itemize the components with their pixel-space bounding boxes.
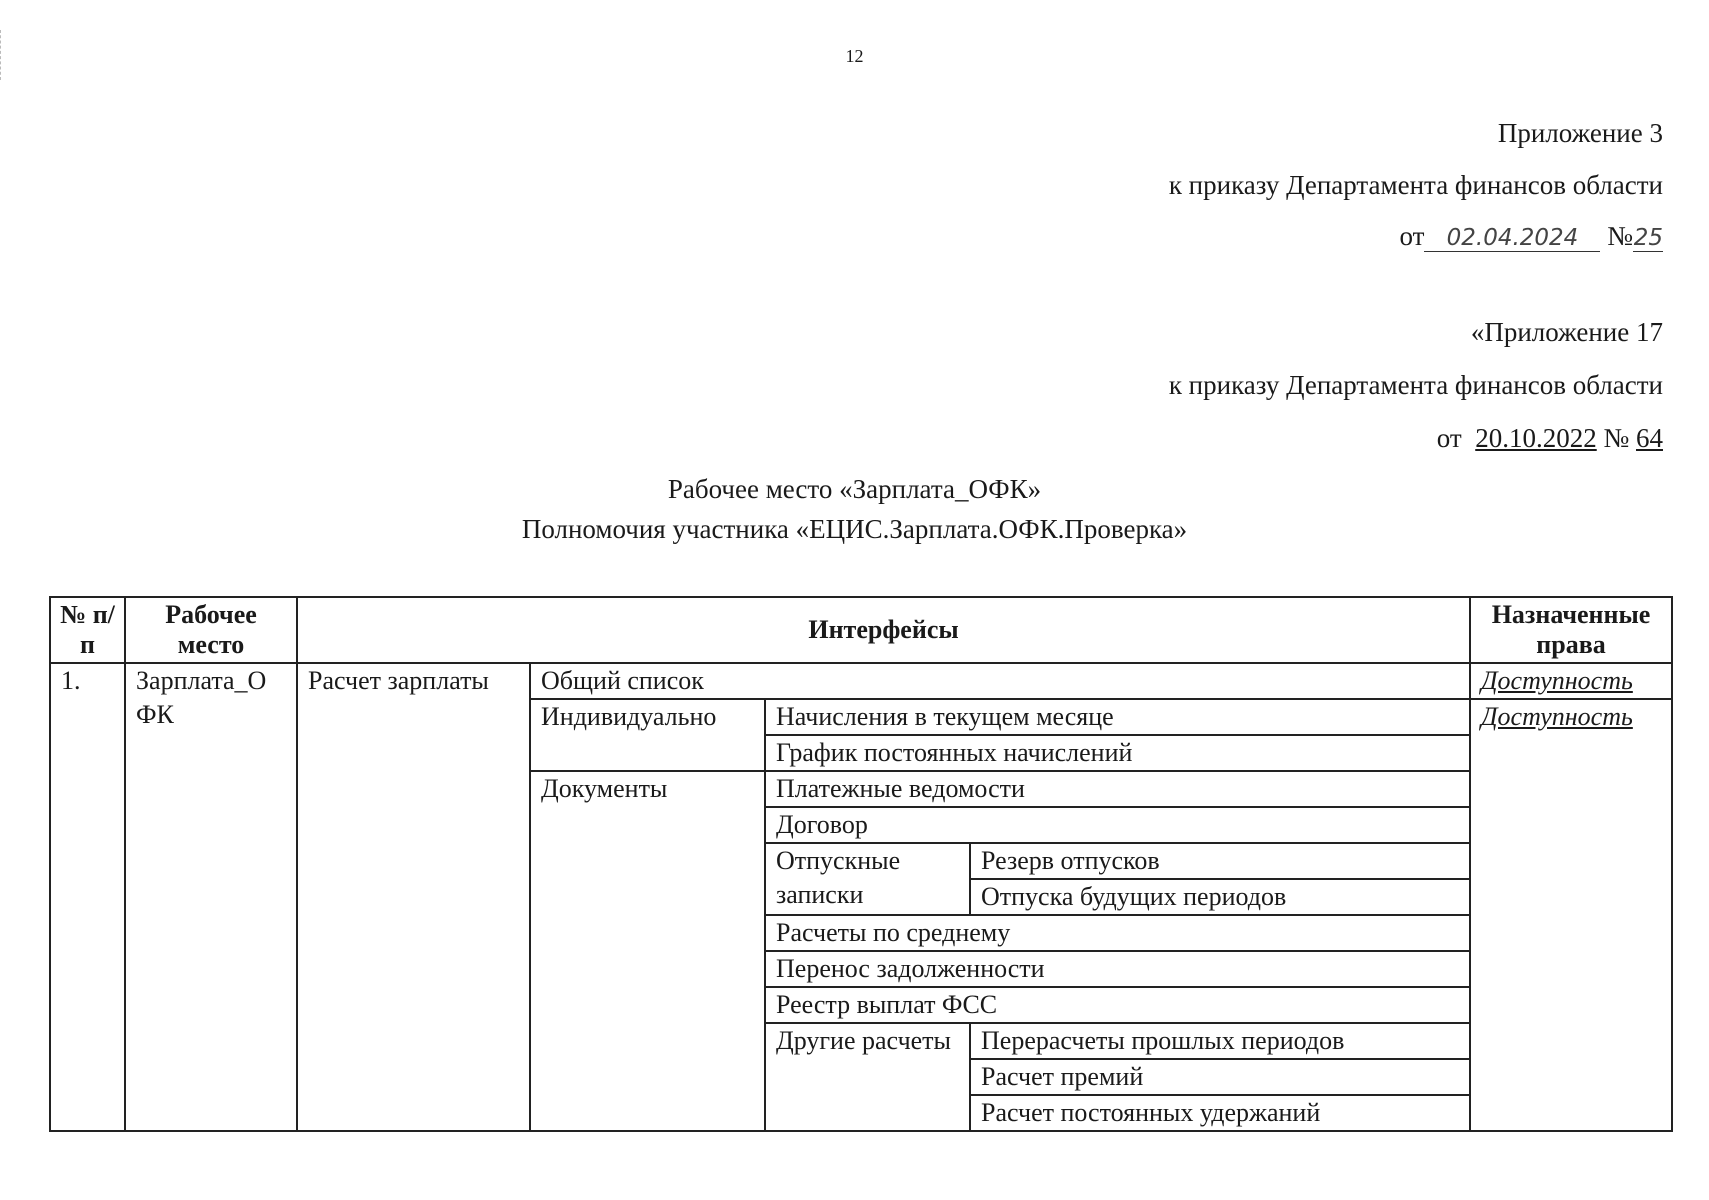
fss-registry: Реестр выплат ФСС bbox=[765, 987, 1470, 1023]
other-calc-item: Расчет премий bbox=[970, 1059, 1470, 1095]
appendix-current-order: к приказу Департамента финансов области bbox=[1168, 170, 1663, 200]
payment-statements: Платежные ведомости bbox=[765, 771, 1470, 807]
other-calc-item: Расчет постоянных удержаний bbox=[970, 1095, 1470, 1131]
appendix-current-date-line bbox=[1400, 221, 1663, 252]
vacation-notes-group: Отпускные записки bbox=[765, 843, 970, 915]
permissions-title: Полномочия участника «ЕЦИС.Зарплата.ОФК.Проверка» bbox=[521, 514, 1188, 544]
header-rights: Назначенные права bbox=[1470, 597, 1672, 663]
individual-item: График постоянных начислений bbox=[765, 735, 1470, 771]
contract: Договор bbox=[765, 807, 1470, 843]
appendix-original-date-line bbox=[1437, 423, 1663, 453]
general-list: Общий список bbox=[530, 663, 1470, 699]
workplace-title: Рабочее место «Зарплата_ОФК» bbox=[667, 474, 1042, 504]
original-date: 20.10.2022 bbox=[1475, 423, 1597, 453]
table-row bbox=[50, 663, 1672, 699]
permissions-table bbox=[49, 596, 1673, 1132]
appendix-original-order: к приказу Департамента финансов области bbox=[1168, 370, 1663, 400]
page-number: 12 bbox=[845, 46, 864, 66]
individual-rights: Доступность bbox=[1470, 699, 1672, 1131]
average-calc: Расчеты по среднему bbox=[765, 915, 1470, 951]
date-prefix: от bbox=[1436, 423, 1462, 453]
number-prefix: № bbox=[1607, 221, 1633, 251]
individual-item: Начисления в текущем месяце bbox=[765, 699, 1470, 735]
header-workplace: Рабочее место bbox=[125, 597, 297, 663]
row-num: 1. bbox=[50, 663, 125, 1131]
appendix-original-title: «Приложение 17 bbox=[1470, 317, 1663, 347]
number-prefix: № bbox=[1603, 423, 1630, 453]
table-header-row bbox=[50, 597, 1672, 663]
debt-transfer: Перенос задолженности bbox=[765, 951, 1470, 987]
header-num: № п/п bbox=[50, 597, 125, 663]
vacation-item: Резерв отпусков bbox=[970, 843, 1470, 879]
date-prefix: от bbox=[1399, 221, 1425, 251]
appendix-current-title: Приложение 3 bbox=[1497, 118, 1663, 148]
other-calc-group: Другие расчеты bbox=[765, 1023, 970, 1131]
handwritten-date: 02.04.2024 bbox=[1424, 225, 1600, 252]
individual-group: Индивидуально bbox=[530, 699, 765, 771]
row-workplace: Зарплата_ОФК bbox=[125, 663, 297, 1131]
vacation-item: Отпуска будущих периодов bbox=[970, 879, 1470, 915]
header-interfaces: Интерфейсы bbox=[297, 597, 1470, 663]
other-calc-item: Перерасчеты прошлых периодов bbox=[970, 1023, 1470, 1059]
general-list-rights: Доступность bbox=[1470, 663, 1672, 699]
row-section: Расчет зарплаты bbox=[297, 663, 530, 1131]
handwritten-number: 25 bbox=[1633, 225, 1663, 251]
documents-group: Документы bbox=[530, 771, 765, 1131]
original-number: 64 bbox=[1636, 423, 1663, 453]
